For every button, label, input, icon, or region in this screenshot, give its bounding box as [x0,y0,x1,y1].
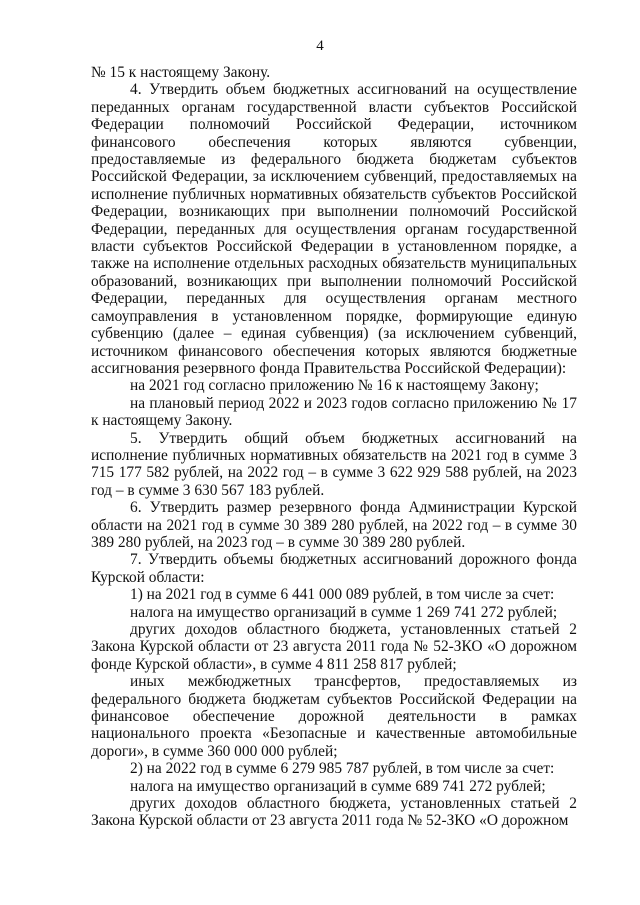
document-body [91,64,577,830]
paragraph: иных межбюджетных трансфертов, предоставляемых из федерального бюджета бюджетам субъектов Российской Федерации на финансовое обеспечение дорожной деятельности в рамках национального проекта «Безопасные и качественные автомобильные дороги», в сумме 360 000 000 рублей; [91,673,577,760]
paragraph: других доходов областного бюджета, установленных статьей 2 Закона Курской области от 23 августа 2011 года № 52-ЗКО «О дорожном фонде Курской области», в сумме 4 811 258 817 рублей; [91,621,577,673]
paragraph: 1) на 2021 год в сумме 6 441 000 089 рублей, в том числе за счет: [130,586,555,604]
paragraph: 2) на 2022 год в сумме 6 279 985 787 рублей, в том числе за счет: [130,760,555,778]
paragraph: налога на имущество организаций в сумме 1 269 741 272 рублей; [130,603,558,621]
paragraph: налога на имущество организаций в сумме 689 741 272 рублей; [130,777,546,795]
paragraph: на 2021 год согласно приложению № 16 к настоящему Закону; [130,377,539,395]
paragraph: на плановый период 2022 и 2023 годов согласно приложению № 17 к настоящему Закону. [91,394,577,430]
paragraph: 5. Утвердить общий объем бюджетных ассигнований на исполнение публичных нормативных обязательств на 2021 год в сумме 3 715 177 582 рублей, на 2022 год – в сумме 3 622 929 588 рублей, на 2023 год – в сумме 3 630 567 183 рублей. [91,429,577,499]
paragraph: других доходов областного бюджета, установленных статьей 2 Закона Курской области от 23 августа 2011 года № 52-ЗКО «О дорожном [91,795,577,830]
paragraph: 4. Утвердить объем бюджетных ассигнований на осуществление переданных органам государственной власти субъектов Российской Федерации полномочий Российской Федерации, источником финансового обеспечения которых являются субвенции, предоставляемые из федерального бюджета бюджетам субъектов Российской Федерации, за исключением субвенций, предоставляемых на исполнение публичных нормативных обязательств субъектов Российской Федерации, возникающих при выполнении полномочий Российской Федерации, переданных для осуществления органам государственной власти субъектов Российской Федерации в установленном порядке, а также на исполнение отдельных расходных обязательств муниципальных образований, возникающих при выполнении полномочий Российской Федерации, переданных для осуществления органам местного самоуправления в установленном порядке, формирующие единую субвенцию (далее – единая субвенция) (за исключением субвенций, источником финансового обеспечения которых являются бюджетные ассигнования резервного фонда Правительства Российской Федерации): [91,81,577,377]
paragraph: 7. Утвердить объемы бюджетных ассигнований дорожного фонда Курской области: [91,551,577,586]
page-number: 4 [316,38,324,54]
paragraph: 6. Утвердить размер резервного фонда Администрации Курской области на 2021 год в сумме 30 389 280 рублей, на 2022 год – в сумме 30 389 280 рублей, на 2023 год – в сумме 30 389 280 рублей. [91,499,577,551]
paragraph: № 15 к настоящему Закону. [91,64,271,81]
